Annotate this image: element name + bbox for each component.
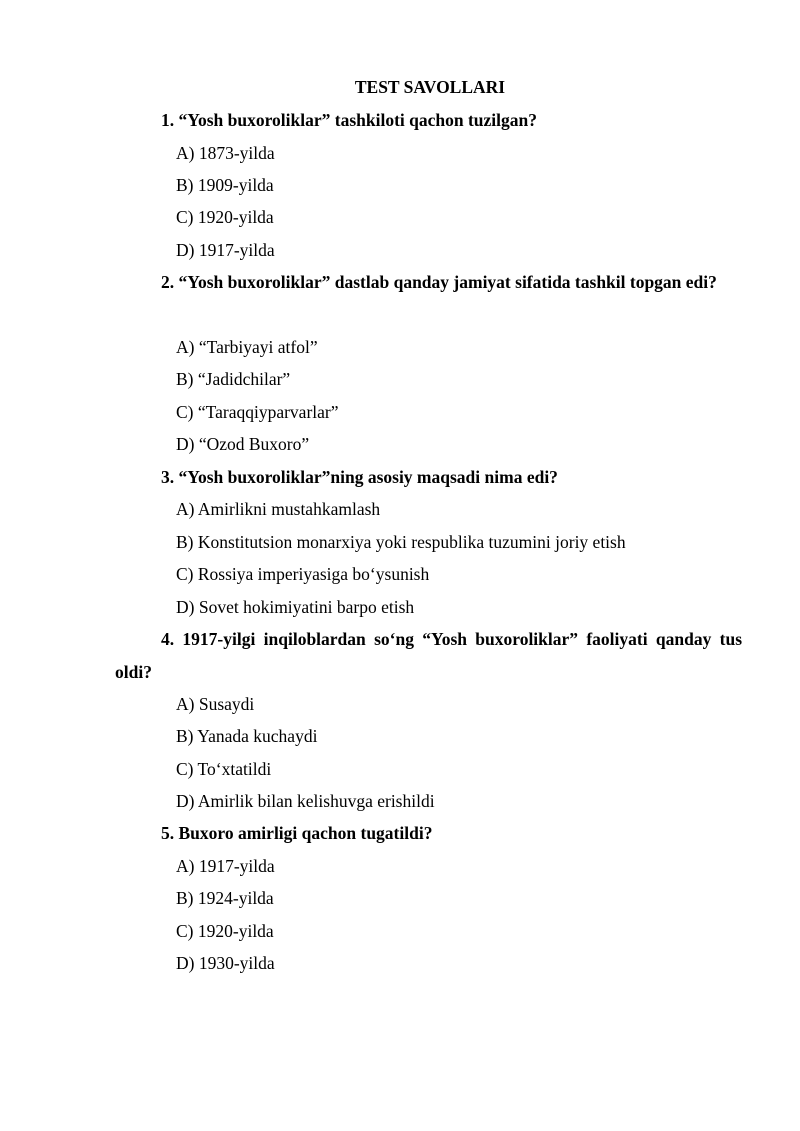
question-4: 4. 1917-yilgi inqiloblardan so‘ng “Yosh buxoroliklar” faoliyati qanday tus oldi? xyxy=(115,629,742,682)
question-5: 5. Buxoro amirligi qachon tugatildi? xyxy=(161,823,433,843)
question-1-option-a: A) 1873-yilda xyxy=(176,143,275,163)
page-title: TEST SAVOLLARI xyxy=(354,77,506,97)
question-5-option-a: A) 1917-yilda xyxy=(176,856,275,876)
question-5-option-b: B) 1924-yilda xyxy=(176,888,274,908)
question-2-option-d: D) “Ozod Buxoro” xyxy=(176,434,310,454)
question-2-option-b: B) “Jadidchilar” xyxy=(176,369,291,389)
question-3: 3. “Yosh buxoroliklar”ning asosiy maqsadi nima edi? xyxy=(161,467,558,487)
question-4-option-d: D) Amirlik bilan kelishuvga erishildi xyxy=(176,791,435,811)
question-5-option-c: C) 1920-yilda xyxy=(176,921,274,941)
question-2-option-a: A) “Tarbiyayi atfol” xyxy=(176,337,318,357)
question-1-option-d: D) 1917-yilda xyxy=(176,240,275,260)
question-1-option-c: C) 1920-yilda xyxy=(176,207,274,227)
question-4-option-a: A) Susaydi xyxy=(176,694,255,714)
question-3-option-d: D) Sovet hokimiyatini barpo etish xyxy=(176,597,415,617)
question-3-option-b: B) Konstitutsion monarxiya yoki respublika tuzumini joriy etish xyxy=(176,532,626,552)
question-1: 1. “Yosh buxoroliklar” tashkiloti qachon tuzilgan? xyxy=(161,110,538,130)
question-2-option-c: C) “Taraqqiyparvarlar” xyxy=(176,402,339,422)
question-1-option-b: B) 1909-yilda xyxy=(176,175,274,195)
question-3-option-c: C) Rossiya imperiyasiga bo‘ysunish xyxy=(176,564,430,584)
question-5-option-d: D) 1930-yilda xyxy=(176,953,275,973)
question-4-option-b: B) Yanada kuchaydi xyxy=(176,726,318,746)
question-2: 2. “Yosh buxoroliklar” dastlab qanday jamiyat sifatida tashkil topgan edi? xyxy=(161,272,717,292)
question-3-option-a: A) Amirlikni mustahkamlash xyxy=(176,499,381,519)
question-4-option-c: C) To‘xtatildi xyxy=(176,759,272,779)
